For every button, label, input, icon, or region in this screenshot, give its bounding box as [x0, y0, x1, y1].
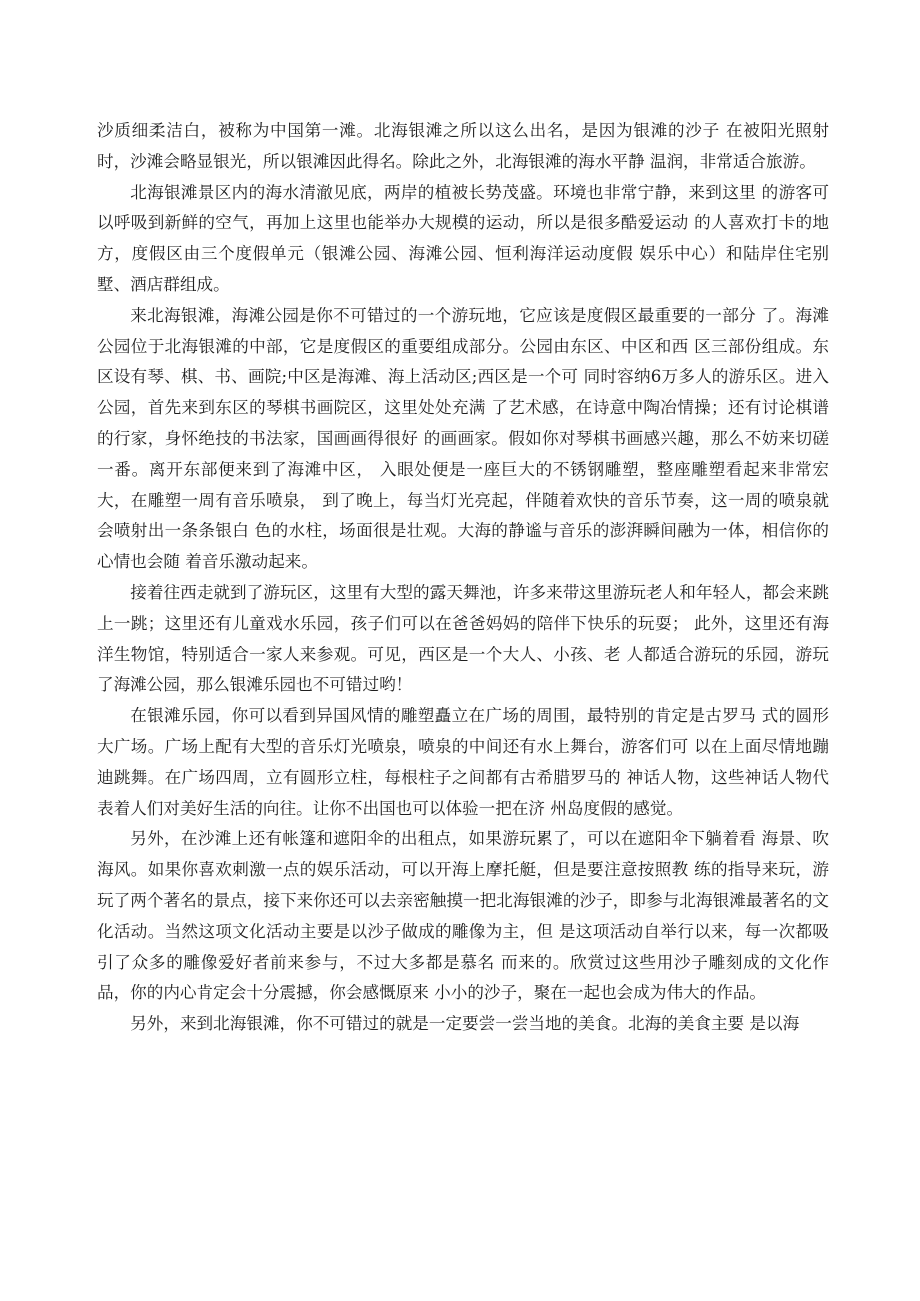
- paragraph-2: 北海银滩景区内的海水清澈见底，两岸的植被长势茂盛。环境也非常宁静，来到这里 的游客可以呼吸到新鲜的空气，再加上这里也能举办大规模的运动，所以是很多酷爱运动 的人喜欢打卡的地方，度假区由三个度假单元（银滩公园、海滩公园、恒利海洋运动度假 娱乐中心）和陆岸住宅别墅、酒店群组成。: [97, 182, 829, 294]
- paragraph-6: 另外，在沙滩上还有帐篷和遮阳伞的出租点，如果游玩累了，可以在遮阳伞下躺着看 海景、吹海风。如果你喜欢刺激一点的娱乐活动，可以开海上摩托艇，但是要注意按照教 练的指导来玩，游玩了两个著名的景点，接下来你还可以去亲密触摸一把北海银滩的沙子，即参与北海银滩最著名的文化活动。当然这项文化活动主要是以沙子做成的雕像为主，但 是这项活动自举行以来，每一次都吸引了众多的雕像爱好者前来参与，不过大多都是慕名 而来的。欣赏过这些用沙子雕刻成的文化作品，你的内心肯定会十分震撼，你会感慨原来 小小的沙子，聚在一起也会成为伟大的作品。: [97, 829, 829, 1003]
- paragraph-5: 在银滩乐园，你可以看到异国风情的雕塑矗立在广场的周围，最特别的肯定是古罗马 式的圆形大广场。广场上配有大型的音乐灯光喷泉，喷泉的中间还有水上舞台，游客们可 以在上面尽情地蹦迪跳舞。在广场四周，立有圆形立柱，每根柱子之间都有古希腊罗马的 神话人物，这些神话人物代表着人们对美好生活的向往。让你不出国也可以体验一把在济 州岛度假的感觉。: [97, 706, 829, 818]
- paragraph-3: 来北海银滩，海滩公园是你不可错过的一个游玩地，它应该是度假区最重要的一部分 了。海滩公园位于北海银滩的中部，它是度假区的重要组成部分。公园由东区、中区和西 区三部份组成。东区设有琴、棋、书、画院;中区是海滩、海上活动区;西区是一个可 同时容纳6万多人的游乐区。进入公园，首先来到东区的琴棋书画院区，这里处处充满 了艺术感，在诗意中陶冶情操；还有讨论棋谱的行家，身怀绝技的书法家，国画画得很好 的画画家。假如你对琴棋书画感兴趣，那么不妨来切磋一番。离开东部便来到了海滩中区， 入眼处便是一座巨大的不锈钢雕塑，整座雕塑看起来非常宏大，在雕塑一周有音乐喷泉， 到了晚上，每当灯光亮起，伴随着欢快的音乐节奏，这一周的喷泉就会喷射出一条条银白 色的水柱，场面很是壮观。大海的静谧与音乐的澎湃瞬间融为一体，相信你的心情也会随 着音乐激动起来。: [97, 305, 829, 572]
- paragraph-1: 沙质细柔洁白，被称为中国第一滩。北海银滩之所以这么出名，是因为银滩的沙子 在被阳光照射时，沙滩会略显银光，所以银滩因此得名。除此之外，北海银滩的海水平静 温润，非常适合旅游。: [97, 121, 829, 171]
- paragraph-7: 另外，来到北海银滩，你不可错过的就是一定要尝一尝当地的美食。北海的美食主要 是以海: [130, 1014, 800, 1034]
- document-page: [97, 116, 829, 1040]
- paragraph-4: 接着往西走就到了游玩区，这里有大型的露天舞池，许多来带这里游玩老人和年轻人，都会来跳上一跳；这里还有儿童戏水乐园，孩子们可以在爸爸妈妈的陪伴下快乐的玩耍； 此外，这里还有海洋生物馆，特别适合一家人来参观。可见，西区是一个大人、小孩、老 人都适合游玩的乐园，游玩了海滩公园，那么银滩乐园也不可错过哟！: [97, 582, 829, 695]
